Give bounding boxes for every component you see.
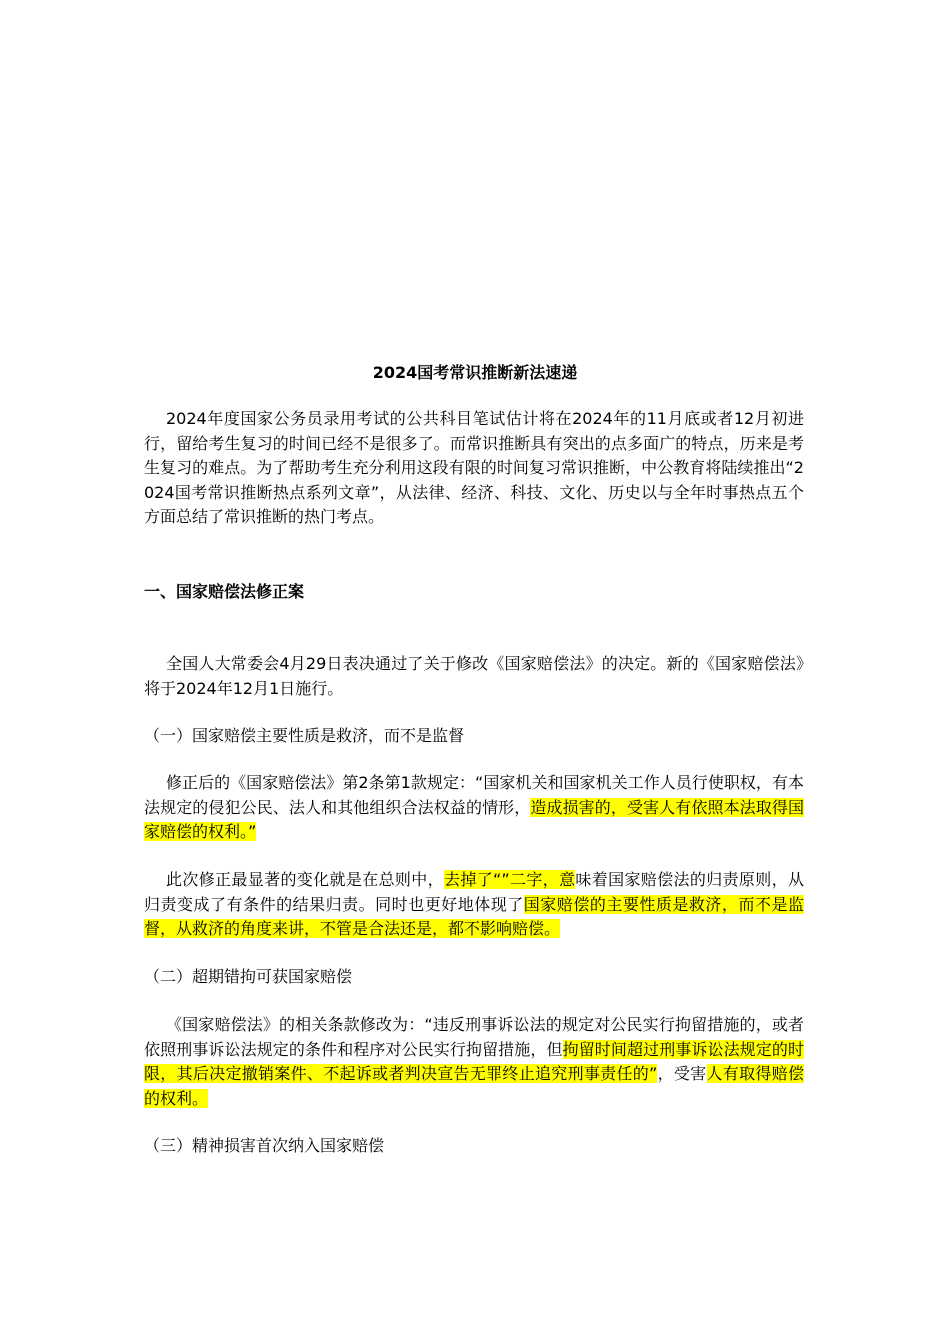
- subsection-heading-2: （二）超期错拘可获国家赔偿: [144, 967, 353, 986]
- highlighted-text: 人有取得赔偿的权利。: [144, 1064, 804, 1108]
- subsection-heading-1: （一）国家赔偿主要性质是救济，而不是监督: [144, 726, 465, 745]
- paragraph-text: 《国家赔偿法》的相关条款修改为：“违反刑事诉讼法的规定对公民实行拘留措施的，或者依照刑事诉讼法规定的条件和程序对公民实行拘留措施，但: [144, 1015, 804, 1059]
- paragraph-text: 修正后的《国家赔偿法》第2条第1款规定：“国家机关和国家机关工作人员行使职权，有本法规定的侵犯公民、法人和其他组织合法权益的情形，: [144, 773, 804, 817]
- subsection-2-paragraph-1: [144, 1013, 804, 1111]
- subsection-heading-3: （三）精神损害首次纳入国家赔偿: [144, 1136, 385, 1155]
- document-title: 2024国考常识推断新法速递: [372, 363, 578, 382]
- paragraph-text: 此次修正最显著的变化就是在总则中，: [166, 870, 444, 889]
- intro-paragraph: 2024年度国家公务员录用考试的公共科目笔试估计将在2024年的11月底或者12月初进行，留给考生复习的时间已经不是很多了。而常识推断具有突出的点多面广的特点，历来是考生复习的难点。为了帮助考生充分利用这段有限的时间复习常识推断，中公教育将陆续推出“2024国考常识推断热点系列文章”，从法律、经济、科技、文化、历史以与全年时事热点五个方面总结了常识推断的热门考点。: [144, 409, 804, 527]
- section-intro-paragraph: 全国人大常委会4月29日表决通过了关于修改《国家赔偿法》的决定。新的《国家赔偿法》将于2024年12月1日施行。: [144, 654, 804, 698]
- subsection-1-paragraph-1: [144, 771, 804, 845]
- section-heading: 一、国家赔偿法修正案: [144, 582, 305, 601]
- highlighted-text: 造成损害的，受害人有依照本法取得国家赔偿的权利。”: [144, 797, 804, 842]
- paragraph-text: ，受害: [657, 1064, 707, 1084]
- highlighted-text: 去掉了“”二字，意: [443, 870, 576, 889]
- highlighted-text: 国家赔偿的主要性质是救济，而不是监督，从救济的角度来讲，不管是合法还是，都不影响赔偿。: [144, 894, 804, 939]
- subsection-1-paragraph-2: [144, 868, 804, 942]
- paragraph-text: 味着国家赔偿法的归责原则，从归责变成了有条件的结果归责。同时也更好地体现了: [144, 870, 804, 914]
- highlighted-text: 拘留时间超过刑事诉讼法规定的时限，其后决定撤销案件、不起诉或者判决宣告无罪终止追究刑事责任的”: [144, 1039, 804, 1084]
